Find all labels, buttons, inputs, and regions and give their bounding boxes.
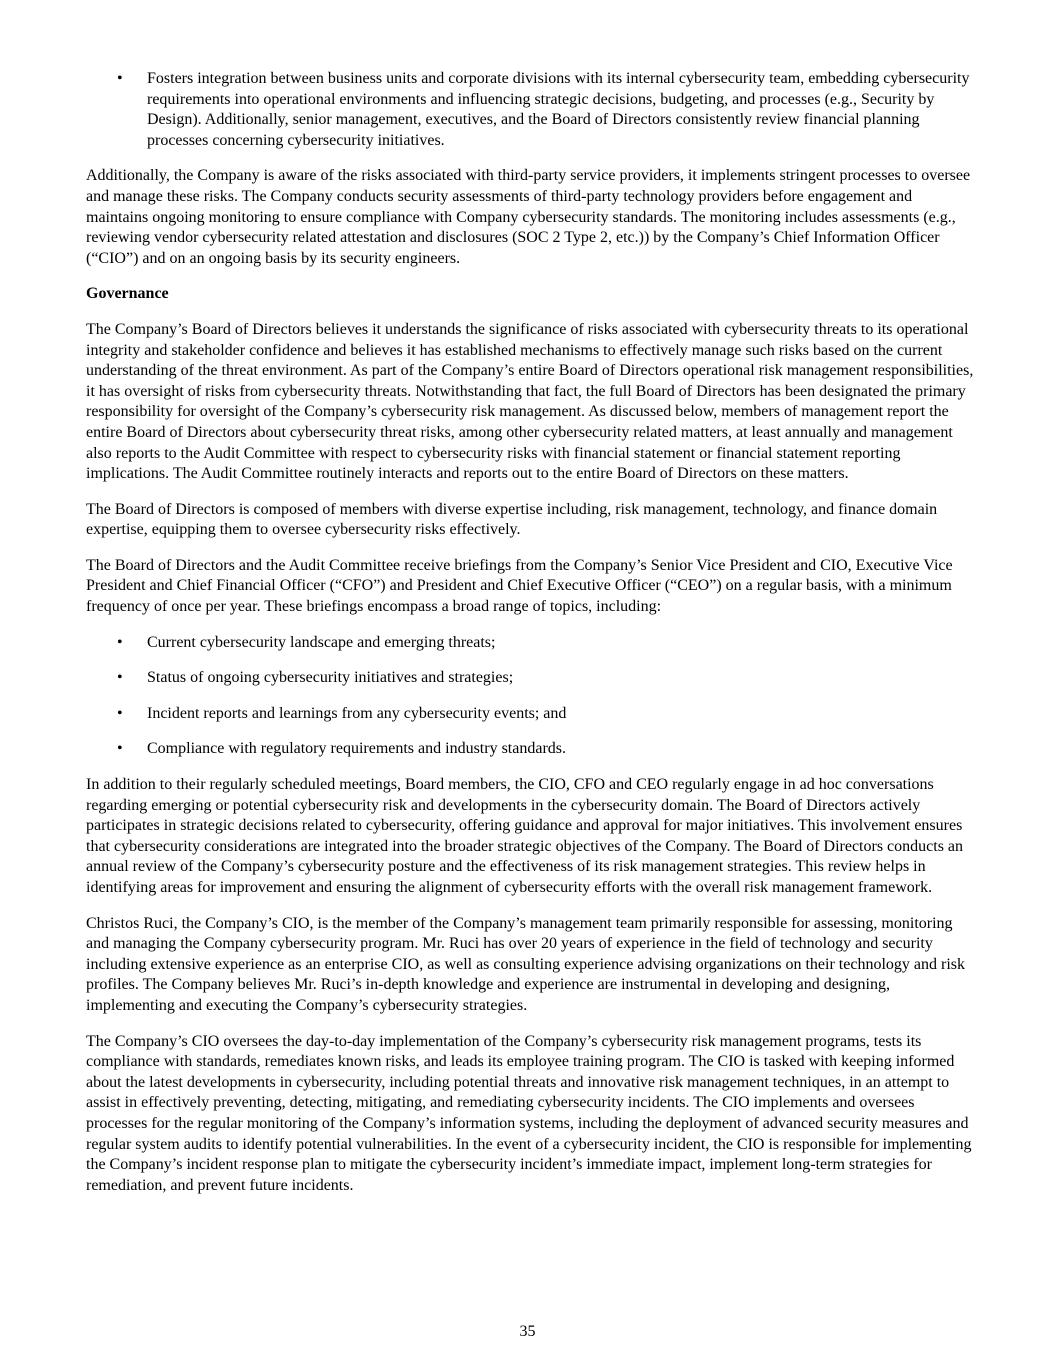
- paragraph-ad-hoc-conversations: In addition to their regularly scheduled meetings, Board members, the CIO, CFO and CEO regularly engage in ad hoc conversations regarding emerging or potential cybersecurity risk and developments in the cybersecurity domain. The Board of Directors actively participates in strategic decisions related to cybersecurity, offering guidance and approval for major initiatives. This involvement ensures that cybersecurity considerations are integrated into the broader strategic objectives of the Company. The Board of Directors conducts an annual review of the Company’s cybersecurity posture and the effectiveness of its risk management strategies. This review helps in identifying areas for improvement and ensuring the alignment of cybersecurity efforts with the overall risk management framework.: [86, 776, 964, 896]
- bullet-marker: •: [117, 740, 123, 758]
- bullet-marker: •: [117, 669, 123, 687]
- list-item: [86, 668, 974, 689]
- document-page: [86, 69, 974, 1211]
- list-item-text: Incident reports and learnings from any cybersecurity events; and: [147, 704, 567, 722]
- list-item: [86, 739, 974, 760]
- section-heading-governance: Governance: [86, 285, 169, 303]
- briefing-topics-list: [86, 633, 974, 760]
- bullet-marker: •: [117, 70, 123, 87]
- paragraph-board-composition: The Board of Directors is composed of members with diverse expertise including, risk management, technology, and finance domain expertise, equipping them to oversee cybersecurity risks effectively.: [86, 500, 938, 539]
- list-item-text: Status of ongoing cybersecurity initiatives and strategies;: [147, 669, 514, 687]
- paragraph-board-oversight: The Company’s Board of Directors believes it understands the significance of risks associated with cybersecurity threats to its operational integrity and stakeholder confidence and believes it has established mechanisms to effectively manage such risks based on the current understanding of the threat environment. As part of the Company’s entire Board of Directors operational risk management responsibilities, it has oversight of risks from cybersecurity threats. Notwithstanding that fact, the full Board of Directors has been designated the primary responsibility for oversight of the Company’s cybersecurity risk management. As discussed below, members of management report the entire Board of Directors about cybersecurity threat risks, among other cybersecurity related matters, at least annually and management also reports to the Audit Committee with respect to cybersecurity risks with financial statement or financial statement reporting implications. The Audit Committee routinely interacts and reports out to the entire Board of Directors on these matters.: [86, 320, 974, 483]
- list-item: [86, 704, 974, 725]
- list-item: [86, 633, 974, 654]
- bullet-text: Fosters integration between business units and corporate divisions with its internal cybersecurity team, embedding cybersecurity requirements into operational environments and influencing strategic decisions, budgeting, and processes (e.g., Security by Design). Additionally, senior management, executives, and the Board of Directors consistently review financial planning processes concerning cybersecurity initiatives.: [147, 70, 970, 149]
- paragraph-briefings: The Board of Directors and the Audit Committee receive briefings from the Company’s Senior Vice President and CIO, Executive Vice President and Chief Financial Officer (“CFO”) and President and Chief Executive Officer (“CEO”) on a regular basis, with a minimum frequency of once per year. These briefings encompass a broad range of topics, including:: [86, 556, 953, 616]
- list-item-text: Compliance with regulatory requirements and industry standards.: [147, 740, 567, 758]
- bullet-item-integration: [86, 69, 974, 151]
- paragraph-cio-profile: Christos Ruci, the Company’s CIO, is the member of the Company’s management team primarily responsible for assessing, monitoring and managing the Company cybersecurity program. Mr. Ruci has over 20 years of experience in the field of technology and security including extensive experience as an enterprise CIO, as well as consulting experience advising organizations on their technology and risk profiles. The Company believes Mr. Ruci’s in-depth knowledge and experience are instrumental in developing and designing, implementing and executing the Company’s cybersecurity strategies.: [86, 914, 965, 1014]
- list-item-text: Current cybersecurity landscape and emerging threats;: [147, 633, 496, 651]
- paragraph-third-party-risk: Additionally, the Company is aware of the risks associated with third-party service providers, it implements stringent processes to oversee and manage these risks. The Company conducts security assessments of third-party technology providers before engagement and maintains ongoing monitoring to ensure compliance with Company cybersecurity standards. The monitoring includes assessments (e.g., reviewing vendor cybersecurity related attestation and disclosures (SOC 2 Type 2, etc.)) by the Company’s Chief Information Officer (“CIO”) and on an ongoing basis by its security engineers.: [86, 167, 971, 267]
- bullet-marker: •: [117, 704, 123, 722]
- page-number: 35: [519, 1323, 536, 1340]
- paragraph-cio-responsibilities: The Company’s CIO oversees the day-to-day implementation of the Company’s cybersecurity risk management programs, tests its compliance with standards, remediates known risks, and leads its employee training program. The CIO is tasked with keeping informed about the latest developments in cybersecurity, including potential threats and innovative risk management techniques, in an attempt to assist in effectively preventing, detecting, mitigating, and remediating cybersecurity incidents. The CIO implements and oversees processes for the regular monitoring of the Company’s information systems, including the deployment of advanced security measures and regular system audits to identify potential vulnerabilities. In the event of a cybersecurity incident, the CIO is responsible for implementing the Company’s incident response plan to mitigate the cybersecurity incident’s immediate impact, implement long-term strategies for remediation, and prevent future incidents.: [86, 1032, 972, 1194]
- bullet-marker: •: [117, 633, 123, 651]
